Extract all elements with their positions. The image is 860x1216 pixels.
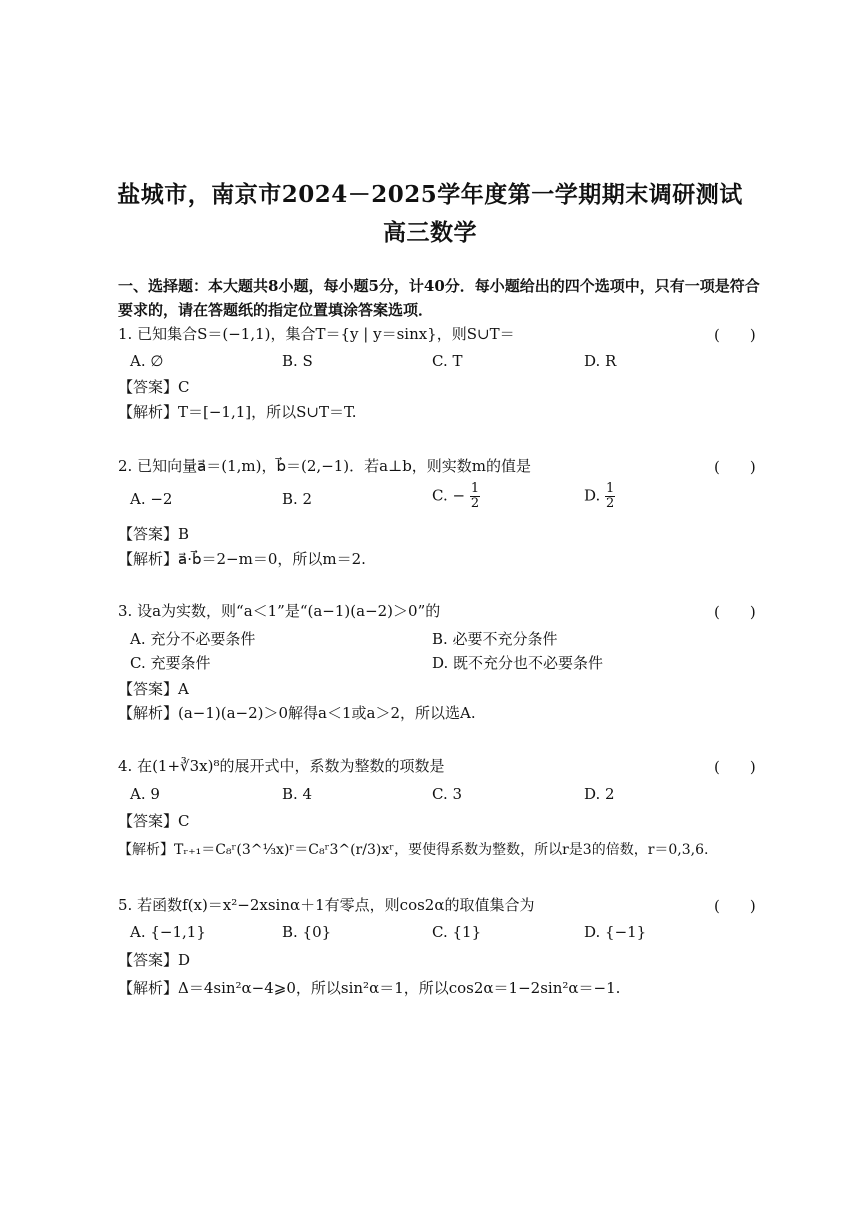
question-5-analysis: 【解析】Δ＝4sin²α−4⩾0，所以sin²α＝1，所以cos2α＝1−2sin²α＝−1. bbox=[118, 979, 621, 997]
question-5-option-d: D. {−1} bbox=[584, 923, 647, 941]
question-3-option-d: D. 既不充分也不必要条件 bbox=[432, 654, 604, 672]
question-3-option-b: B. 必要不充分条件 bbox=[432, 630, 558, 648]
question-1-answer: 【答案】C bbox=[118, 378, 190, 396]
fraction-denominator: 2 bbox=[606, 496, 615, 511]
question-3-option-c: C. 充要条件 bbox=[130, 654, 211, 672]
question-3-analysis: 【解析】(a−1)(a−2)＞0解得a＜1或a＞2，所以选A. bbox=[118, 704, 476, 722]
question-2-option-d-label: D. bbox=[584, 486, 606, 505]
question-3-paren: ( ) bbox=[714, 603, 756, 621]
fraction-denominator: 2 bbox=[470, 496, 480, 511]
question-1-option-a: A. ∅ bbox=[130, 352, 164, 370]
question-4-option-a: A. 9 bbox=[130, 785, 160, 803]
question-1-option-d: D. R bbox=[584, 352, 617, 370]
exam-subject: 高三数学 bbox=[383, 219, 477, 246]
question-2-option-c-fraction bbox=[470, 482, 480, 511]
question-2-analysis: 【解析】a⃗·b⃗＝2−m＝0，所以m＝2. bbox=[118, 550, 366, 568]
question-2-stem: 2. 已知向量a⃗＝(1,m)，b⃗＝(2,−1)．若a⊥b，则实数m的值是 bbox=[118, 457, 532, 475]
question-5-paren: ( ) bbox=[714, 897, 756, 915]
question-3-option-a: A. 充分不必要条件 bbox=[130, 630, 256, 648]
question-5-stem: 5. 若函数f(x)＝x²−2xsinα＋1有零点，则cos2α的取值集合为 bbox=[118, 896, 535, 914]
question-1-paren: ( ) bbox=[714, 326, 756, 344]
question-4-stem: 4. 在(1+∛3x)⁸的展开式中，系数为整数的项数是 bbox=[118, 757, 445, 775]
question-4-analysis: 【解析】Tᵣ₊₁＝C₈ʳ(3^⅓x)ʳ＝C₈ʳ3^(r/3)xʳ，要使得系数为整数，所以r是3的倍数，r＝0,3,6. bbox=[118, 842, 709, 858]
question-2-option-d-fraction bbox=[605, 482, 615, 511]
question-2-option-b: B. 2 bbox=[282, 490, 313, 508]
question-1-analysis: 【解析】T＝[−1,1]，所以S∪T＝T. bbox=[118, 403, 357, 421]
exam-title: 盐城市，南京市2024－2025学年度第一学期期末调研测试 bbox=[117, 181, 743, 208]
question-5-option-c: C. {1} bbox=[432, 923, 482, 941]
question-4-answer: 【答案】C bbox=[118, 812, 190, 830]
question-1-option-c: C. T bbox=[432, 352, 463, 370]
fraction-numerator: 1 bbox=[470, 481, 480, 496]
question-4-option-b: B. 4 bbox=[282, 785, 313, 803]
question-2-option-c bbox=[432, 482, 480, 511]
question-1-option-b: B. S bbox=[282, 352, 313, 370]
question-4-paren: ( ) bbox=[714, 758, 756, 776]
question-2-answer: 【答案】B bbox=[118, 525, 190, 543]
question-4-option-c: C. 3 bbox=[432, 785, 463, 803]
question-3-stem: 3. 设a为实数，则“a＜1”是“(a−1)(a−2)＞0”的 bbox=[118, 602, 441, 620]
question-5-option-b: B. {0} bbox=[282, 923, 332, 941]
section-intro: 一、选择题：本大题共8小题，每小题5分，计40分．每小题给出的四个选项中，只有一项是符合要求的，请在答题纸的指定位置填涂答案选项． bbox=[118, 277, 760, 319]
fraction-numerator: 1 bbox=[606, 481, 615, 496]
question-3-answer: 【答案】A bbox=[118, 680, 189, 698]
question-2-option-a: A. −2 bbox=[130, 490, 173, 508]
question-2-paren: ( ) bbox=[714, 458, 756, 476]
question-1-stem: 1. 已知集合S＝(−1,1)，集合T＝{y | y＝sinx}，则S∪T＝ bbox=[118, 325, 515, 343]
question-5-option-a: A. {−1,1} bbox=[130, 923, 206, 941]
question-2-option-c-label: C. − bbox=[432, 486, 466, 505]
question-2-option-d bbox=[584, 482, 615, 511]
question-4-option-d: D. 2 bbox=[584, 785, 615, 803]
question-5-answer: 【答案】D bbox=[118, 951, 191, 969]
